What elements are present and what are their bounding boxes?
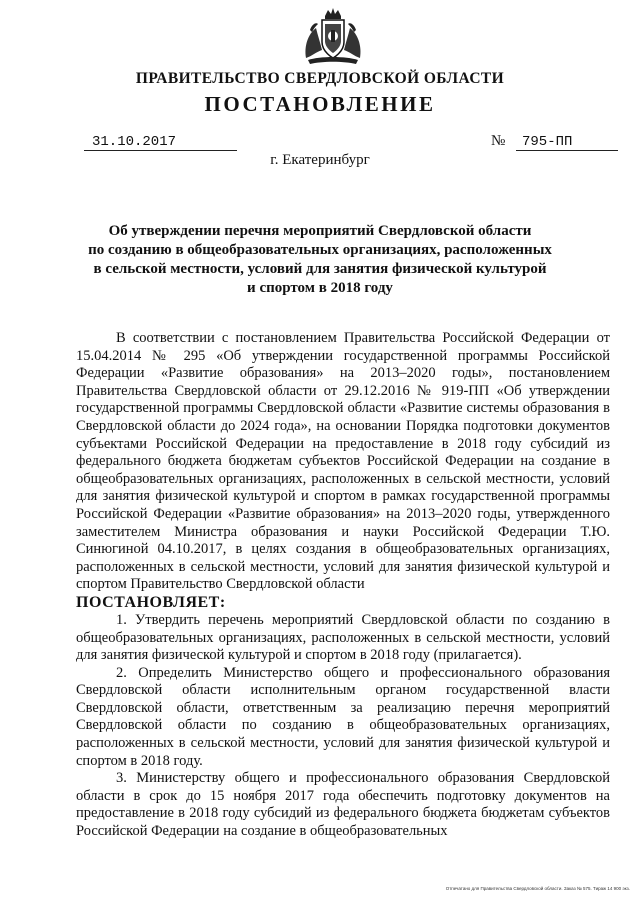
- number-label: №: [491, 133, 506, 149]
- city: г. Екатеринбург: [270, 152, 370, 168]
- document-number: 795-ПП: [516, 134, 618, 151]
- government-name: ПРАВИТЕЛЬСТВО СВЕРДЛОВСКОЙ ОБЛАСТИ: [135, 70, 505, 87]
- document-type: ПОСТАНОВЛЕНИЕ: [204, 92, 436, 116]
- print-note: Отпечатано для Правительства Свердловской области. Заказ № 575. Тираж 14 900 экз.: [445, 886, 630, 891]
- title-line: Об утверждении перечня мероприятий Свердловской области: [108, 223, 532, 239]
- item-3-paragraph: 3. Министерству общего и профессионального образования Свердловской области в срок до 15 ноября 2017 года обеспечить подготовку документов на предоставление в 2018 году субсидий из федерального бюджета бюджетам субъектов Российской Федерации на создание в общеобразовательных: [76, 770, 610, 840]
- coat-of-arms-icon: [300, 6, 366, 66]
- document-body: [76, 330, 610, 841]
- document-date: 31.10.2017: [84, 134, 237, 151]
- preamble-paragraph: В соответствии с постановлением Правительства Российской Федерации от 15.04.2014 № 295 «Об утверждении государственной программы Российской Федерации «Развитие образования» на 2013–2020 годы», постановлением Правительства Свердловской области от 29.12.2016 № 919-ПП «Об утверждении государственной программы Свердловской области «Развитие системы образования в Свердловской области до 2024 года», на основании Порядка подготовки документов субъектами Российской Федерации на предоставление в 2018 году субсидий из федерального бюджета бюджетам субъектов Российской Федерации на создание в общеобразовательных организациях, расположенных в сельской местности, условий для занятия физической культурой и спортом в рамках государственной программы Российской Федерации «Развитие образования» на 2013–2020 годы, утвержденного заместителем Министра образования и науки Российской Федерации Т.Ю. Синюгиной 04.10.2017, в целях создания в общеобразовательных организациях, расположенных в сельской местности, условий для занятия физической культурой и спортом Правительство Свердловской области: [76, 330, 610, 593]
- item-1-paragraph: 1. Утвердить перечень мероприятий Свердловской области по созданию в общеобразовательных организациях, расположенных в сельской местности, условий для занятия физической культурой и спортом в 2018 году (прилагается).: [76, 611, 610, 664]
- title-line: в сельской местности, условий для занятия физической культурой: [93, 261, 547, 277]
- item-2-paragraph: 2. Определить Министерство общего и профессионального образования Свердловской области исполнительным органом государственной власти Свердловской области, ответственным за реализацию перечня мероприятий Свердловской области по созданию в общеобразовательных организациях, расположенных в сельской местности, условий для занятия физической культурой и спортом в 2018 году.: [76, 664, 610, 769]
- resolves-heading: ПОСТАНОВЛЯЕТ:: [76, 593, 226, 611]
- document-title: [70, 222, 570, 298]
- title-line: по созданию в общеобразовательных организациях, расположенных: [88, 242, 552, 258]
- title-line: и спортом в 2018 году: [247, 280, 393, 296]
